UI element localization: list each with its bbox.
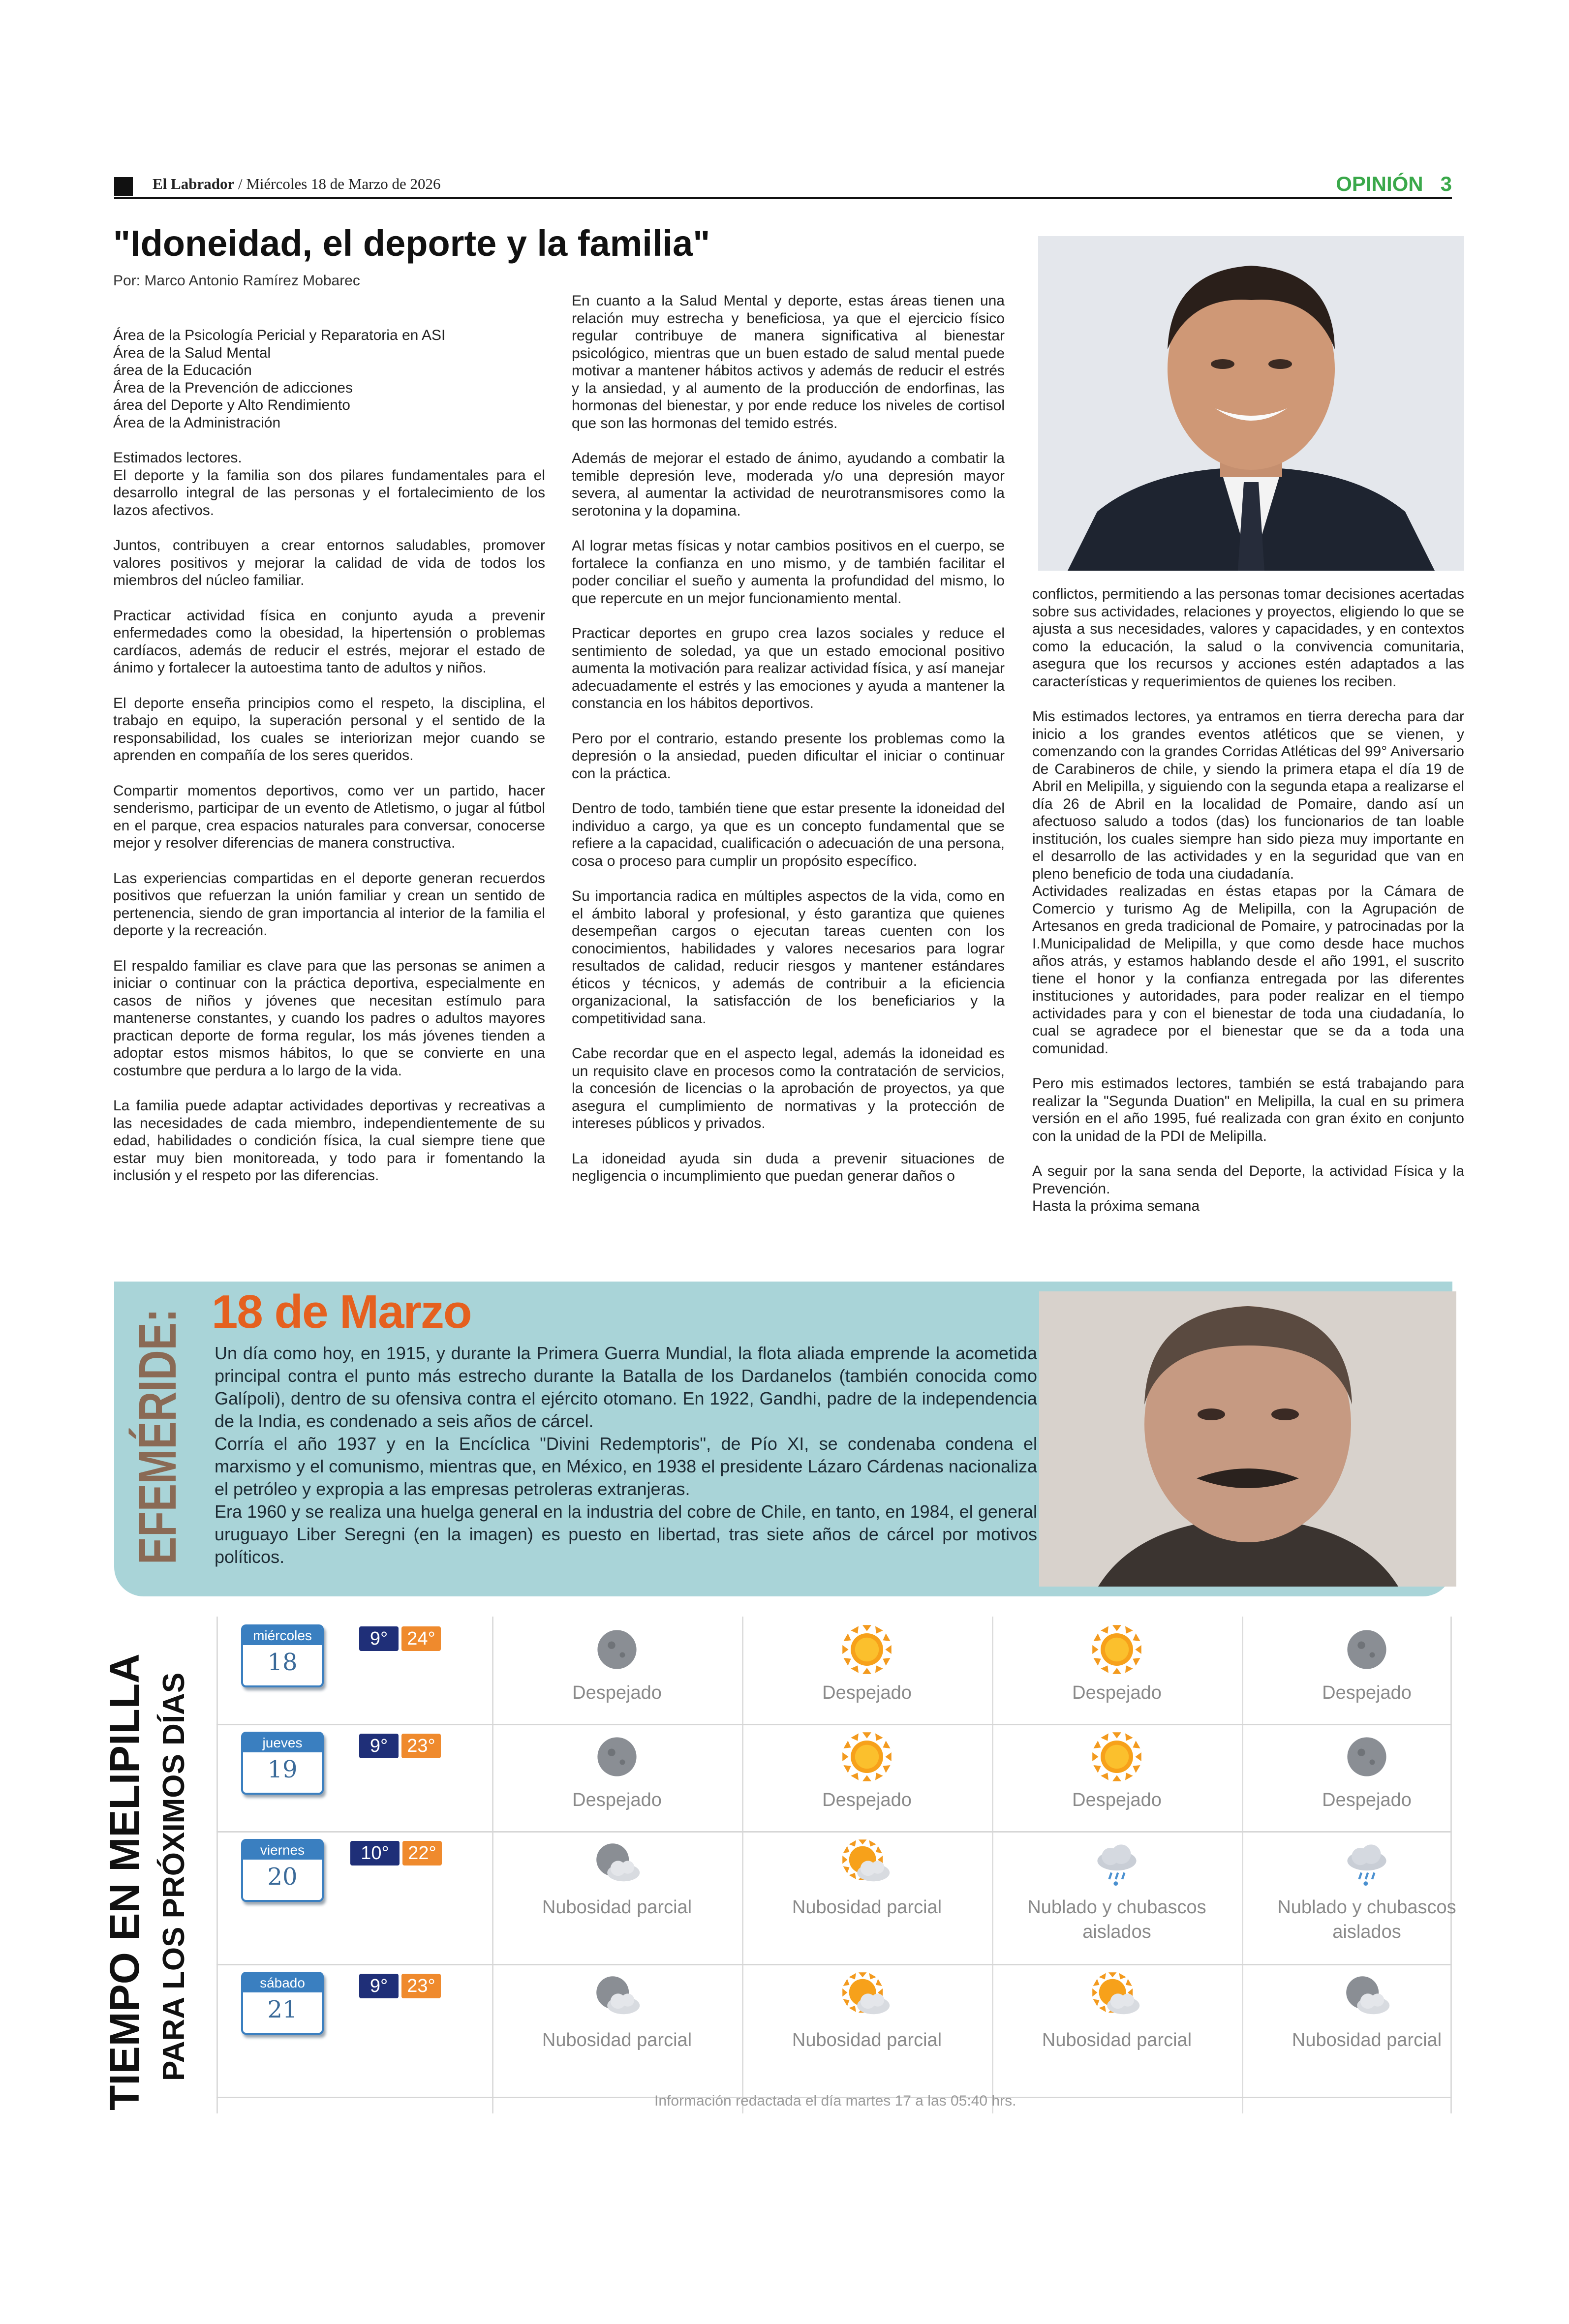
forecast-period	[992, 1837, 1242, 1944]
article-paragraph: El deporte enseña principios como el respeto, la disciplina, el trabajo en equipo, la superación personal y el sentido de la responsabilidad, los cuales se interiorizan mejor cuando se aprenden en compañía de los seres queridos.	[113, 695, 545, 764]
forecast-row	[216, 1724, 1451, 1833]
forecast-row	[216, 1617, 1451, 1725]
calendar-day-number: 18	[267, 1649, 298, 1676]
author-areas	[113, 327, 545, 431]
weather-footnote: Información redactada el día martes 17 a las 05:40 hrs.	[654, 2093, 1016, 2109]
temperature-min: 9°	[359, 1974, 399, 1998]
forecast-period	[742, 1730, 992, 1812]
forecast-condition: Nubosidad parcial	[1292, 2030, 1442, 2050]
author-area-line: área de la Educación	[113, 362, 252, 378]
sun-icon	[1090, 1622, 1144, 1677]
forecast-condition: Nublado y chubascos aislados	[1277, 1897, 1456, 1942]
efemeride-vertical-label	[124, 1299, 198, 1574]
article-byline: Por: Marco Antonio Ramírez Mobarec	[113, 273, 360, 289]
weather-title: TIEMPO EN MELIPILLA	[101, 1653, 148, 2110]
efemeride-paragraph: Era 1960 y se realiza una huelga general en la industria del cobre de Chile, en tanto, en 1984, el general uruguayo Liber Seregni (en la imagen) es puesto en libertad, tras siete años de cárcel por motivos políticos.	[215, 1501, 1037, 1567]
forecast-condition: Despejado	[822, 1682, 912, 1703]
forecast-condition: Nubosidad parcial	[1042, 2030, 1192, 2050]
article-paragraph: La familia puede adaptar actividades deportivas y recreativas a las necesidades de cada miembro, independientemente de su edad, habilidades o condición física, la cual siempre tiene que estar muy bien monitoreada, y todo para ir fomentando la inclusión y el respeto por las diferencias.	[113, 1098, 545, 1184]
calendar-weekday: viernes	[243, 1841, 322, 1860]
forecast-period	[492, 1730, 742, 1812]
article-paragraph: Cabe recordar que en el aspecto legal, además la idoneidad es un requisito clave en procesos como la contratación de servicios, la concesión de licencias o la aprobación de proyectos, ya que asegura el cumplimiento de normativas y la protección de intereses públicos y privados.	[572, 1045, 1005, 1131]
article-column-2	[572, 292, 1005, 1203]
forecast-condition: Despejado	[1322, 1682, 1412, 1703]
sun-cloud-icon	[840, 1837, 894, 1891]
author-photo	[1038, 236, 1464, 571]
article-paragraph: Estimados lectores. El deporte y la familia son dos pilares fundamentales para el desarrollo integral de las personas y el fortalecimiento de los lazos afectivos.	[113, 450, 545, 519]
temperature-min: 9°	[359, 1734, 399, 1758]
calendar-day-number: 20	[267, 1863, 298, 1891]
forecast-condition: Despejado	[572, 1790, 662, 1810]
article-paragraph: Pero por el contrario, estando presente los problemas como la depresión o la ansiedad, pueden dificultar el iniciar o continuar con la práctica.	[572, 730, 1005, 782]
forecast-condition: Despejado	[1322, 1790, 1412, 1810]
forecast-condition: Nubosidad parcial	[542, 1897, 692, 1918]
forecast-condition: Despejado	[1072, 1790, 1162, 1810]
forecast-condition: Nubosidad parcial	[542, 2030, 692, 2050]
forecast-row	[216, 1831, 1456, 1965]
forecast-row	[216, 1964, 1451, 2098]
moon-cloud-icon	[1340, 1970, 1394, 2024]
article-paragraph: Mis estimados lectores, ya entramos en tierra derecha para dar inicio a los grandes eventos atléticos que se vienen, y comenzando con la grandes Corridas Atléticas del 99° Aniversario de Carabineros de chile, y siendo la primera etapa el día 19 de Abril en Melipilla, y siguiendo con la segunda etapa a realizarse el día 26 de Abril en la localidad de Pomaire, dando así un afectuoso saludo a todos (das) los funcionarios de tan loable institución, los cuales siempre han sido pieza muy importante en el desarrollo de las actividades y en la seguridad que van en pleno beneficio de toda una ciudadanía. Actividades realizadas en éstas etapas por la Cámara de Comercio y turismo Ag de Melipilla, con la Agrupación de Artesanos en greda tradicional de Pomaire, y patrocinadas por la I.Municipalidad de Melipilla, y que como desde hace muchos años atrás, y estamos hablando desde el año 1991, el suscrito tiene el honor y la confianza entregada por las diferentes instituciones y autoridades, para poder realizar en el tiempo actividades para y con el bienestar de toda una ciudadanía, lo cual se agradece por el bienestar que se da a toda una comunidad.	[1032, 708, 1464, 1057]
forecast-period	[742, 1622, 992, 1705]
sun-cloud-icon	[1090, 1970, 1144, 2024]
article-paragraph: Su importancia radica en múltiples aspectos de la vida, como en el ámbito laboral y profesional, y ésto garantiza que quienes desempeñan cargos o ejecutan tareas cuenten con los conocimientos, habilidades y valores necesarios para lograr resultados de calidad, reducir riesgos y mantener estándares éticos y técnicos, y además de contribuir a la eficiencia organizacional, la satisfacción de los beneficiarios y la competitividad sana.	[572, 888, 1005, 1027]
forecast-period	[742, 1970, 992, 2052]
rain-cloud-icon	[1090, 1837, 1144, 1891]
moon-icon	[1340, 1730, 1394, 1784]
author-area-line: Área de la Prevención de adicciones	[113, 379, 353, 396]
article-paragraph: Al lograr metas físicas y notar cambios positivos en el cuerpo, se fortalece la confianza en uno mismo, y de también facilitar el poder conciliar el sueño y aumenta la profundidad del mismo, lo que repercute en un mejor funcionamiento mental.	[572, 538, 1005, 607]
author-area-line: área del Deporte y Alto Rendimiento	[113, 397, 350, 413]
article-paragraph: Juntos, contribuyen a crear entornos saludables, promover valores positivos y mejorar la calidad de vida de todos los miembros del núcleo familiar.	[113, 537, 545, 588]
temperature-min: 10°	[350, 1841, 400, 1865]
moon-cloud-icon	[590, 1970, 644, 2024]
moon-icon	[590, 1730, 644, 1784]
calendar-day-number: 19	[267, 1756, 298, 1783]
forecast-period	[492, 1622, 742, 1705]
svg-text:EFEMÉRIDE:: EFEMÉRIDE:	[127, 1299, 187, 1564]
moon-icon	[590, 1622, 644, 1677]
header-square-mark	[114, 177, 133, 196]
efemeride-date-title: 18 de Marzo	[212, 1285, 471, 1338]
forecast-period	[992, 1970, 1242, 2052]
temperature-min: 9°	[359, 1626, 399, 1651]
efemeride-text	[215, 1342, 1037, 1568]
forecast-period	[1242, 1730, 1492, 1812]
weather-subtitle: PARA LOS PRÓXIMOS DÍAS	[157, 1672, 191, 2081]
article-column-3	[1032, 585, 1464, 1233]
header-section: OPINIÓN 3	[1336, 172, 1452, 195]
article-paragraph: Además de mejorar el estado de ánimo, ayudando a combatir la temible depresión leve, moderada y/o una depresión mayor severa, al aumentar la actividad de neurotransmisores como la serotonina y la dopamina.	[572, 450, 1005, 519]
temperature-max: 23°	[401, 1734, 441, 1758]
forecast-condition: Despejado	[1072, 1682, 1162, 1703]
article-paragraph: Dentro de todo, también tiene que estar presente la idoneidad del individuo a cargo, ya que es un concepto fundamental que se refiere a la capacidad, cualificación o adecuación de una persona, cosa o proceso para cumplir un propósito específico.	[572, 800, 1005, 869]
moon-cloud-icon	[590, 1837, 644, 1891]
author-area-line: Área de la Administración	[113, 414, 281, 431]
forecast-period	[742, 1837, 992, 1920]
calendar-day-icon	[241, 1732, 324, 1795]
forecast-condition: Despejado	[572, 1682, 662, 1703]
efemeride-paragraph: Corría el año 1937 y en la Encíclica "Divini Redemptoris", de Pío XI, se condenaba condena el marxismo y el comunismo, mientras que, en México, en 1938 el presidente Lázaro Cárdenas nacionaliza el petróleo y expropia a las empresas petroleras extranjeras.	[215, 1434, 1037, 1499]
efemeride-photo	[1039, 1291, 1456, 1587]
weather-forecast-grid	[216, 1617, 1456, 2109]
forecast-condition: Nubosidad parcial	[792, 2030, 942, 2050]
forecast-period	[492, 1970, 742, 2052]
article-paragraph: Practicar deportes en grupo crea lazos sociales y reduce el sentimiento de soledad, ya que un estado emocional positivo aumenta la motivación para realizar actividad física, y así manejar adecuadamente el estrés y las emociones y ayuda a mantener la constancia en los hábitos deportivos.	[572, 625, 1005, 711]
forecast-condition: Nublado y chubascos aislados	[1027, 1897, 1206, 1942]
article-paragraph: A seguir por la sana senda del Deporte, la actividad Física y la Prevención. Hasta la próxima semana	[1032, 1163, 1464, 1214]
temperature-max: 23°	[401, 1974, 441, 1998]
author-area-line: Área de la Salud Mental	[113, 344, 271, 361]
calendar-day-icon	[241, 1624, 324, 1687]
calendar-day-icon	[241, 1839, 324, 1902]
forecast-period	[1242, 1970, 1492, 2052]
forecast-condition: Nubosidad parcial	[792, 1897, 942, 1918]
article-paragraph: En cuanto a la Salud Mental y deporte, estas áreas tienen una relación muy estrecha y beneficiosa, ya que el ejercicio físico regular contribuye de manera significativa al bienestar psicológico, mientras que un buen estado de salud mental puede motivar a mantener hábitos activos y además de reducir el estrés y la ansiedad, y al aumento de la producción de endorfinas, las hormonas del bienestar, y por ende reduce los niveles de cortisol que son las hormonas del temido estrés.	[572, 293, 1005, 431]
article-paragraph: Practicar actividad física en conjunto ayuda a prevenir enfermedades como la obesidad, la hipertensión o problemas cardíacos, además de reducir el estrés, mejorar el estado de ánimo y fortalecer la autoestima tanto de adultos y niños.	[113, 607, 545, 676]
article-paragraph: Compartir momentos deportivos, como ver un partido, hacer senderismo, participar de un evento de Atletismo, o jugar al fútbol en el parque, crea espacios naturales para conversar, conocerse mejor y resolver diferencias de manera constructiva.	[113, 782, 545, 851]
calendar-day-icon	[241, 1972, 324, 2035]
article-column-1	[113, 327, 545, 1202]
forecast-condition: Despejado	[822, 1790, 912, 1810]
forecast-period	[1242, 1837, 1492, 1944]
article-paragraph: conflictos, permitiendo a las personas tomar decisiones acertadas sobre sus actividades, relaciones y proyectos, eligiendo lo que se ajusta a sus necesidades, valores y capacidades, y en contextos como la educación, la salud o la convivencia comunitaria, asegura que los recursos y acciones estén adaptados a las características y requerimientos de quienes los reciben.	[1032, 586, 1464, 690]
forecast-period	[992, 1622, 1242, 1705]
calendar-weekday: miércoles	[243, 1626, 322, 1645]
efemeride-paragraph: Un día como hoy, en 1915, y durante la Primera Guerra Mundial, la flota aliada emprende la acometida principal contra el punto más estrecho durante la Batalla de los Dardanelos (también conocida como Galípoli), dentro de su ofensiva contra el ejército otomano. En 1922, Gandhi, padre de la independencia de la India, es condenado a seis años de cárcel.	[215, 1343, 1037, 1431]
sun-icon	[1090, 1730, 1144, 1784]
forecast-period	[492, 1837, 742, 1920]
sun-cloud-icon	[840, 1970, 894, 2024]
calendar-weekday: sábado	[243, 1974, 322, 1992]
article-title: "Idoneidad, el deporte y la familia"	[113, 223, 710, 264]
calendar-weekday: jueves	[243, 1734, 322, 1752]
author-area-line: Área de la Psicología Pericial y Reparatoria en ASI	[113, 327, 446, 343]
article-paragraph: Las experiencias compartidas en el deporte generan recuerdos positivos que refuerzan la unión familiar y crean un sentido de pertenencia, siendo de gran importancia al interior de la familia el deporte y la recreación.	[113, 870, 545, 939]
rain-cloud-icon	[1340, 1837, 1394, 1891]
temperature-max: 22°	[402, 1841, 442, 1865]
calendar-day-number: 21	[267, 1996, 298, 2023]
temperature-max: 24°	[401, 1626, 441, 1651]
moon-icon	[1340, 1622, 1394, 1677]
forecast-period	[992, 1730, 1242, 1812]
article-paragraph: Pero mis estimados lectores, también se está trabajando para realizar la "Segunda Duation" en Melipilla, la cual en su primera versión en el año 1995, fué realizada con gran éxito en conjunto con la unidad de la PDI de Melipilla.	[1032, 1075, 1464, 1144]
forecast-period	[1242, 1622, 1492, 1705]
article-paragraph: El respaldo familiar es clave para que las personas se animen a iniciar o continuar con la práctica deportiva, especialmente en casos de niños y jóvenes que necesitan estímulo para mantenerse constantes, y cuando los padres o adultos mayores practican deporte de forma regular, los más jóvenes tienden a adoptar estos mismos hábitos, lo que se convierte en una costumbre que perdura a lo largo de la vida.	[113, 957, 545, 1079]
header-rule	[114, 197, 1452, 199]
header-paper-date: El Labrador / Miércoles 18 de Marzo de 2026	[153, 175, 441, 192]
page-number: 3	[1440, 172, 1452, 195]
article-paragraph: La idoneidad ayuda sin duda a prevenir situaciones de negligencia o incumplimiento que puedan generar daños o	[572, 1150, 1005, 1184]
sun-icon	[840, 1730, 894, 1784]
sun-icon	[840, 1622, 894, 1677]
